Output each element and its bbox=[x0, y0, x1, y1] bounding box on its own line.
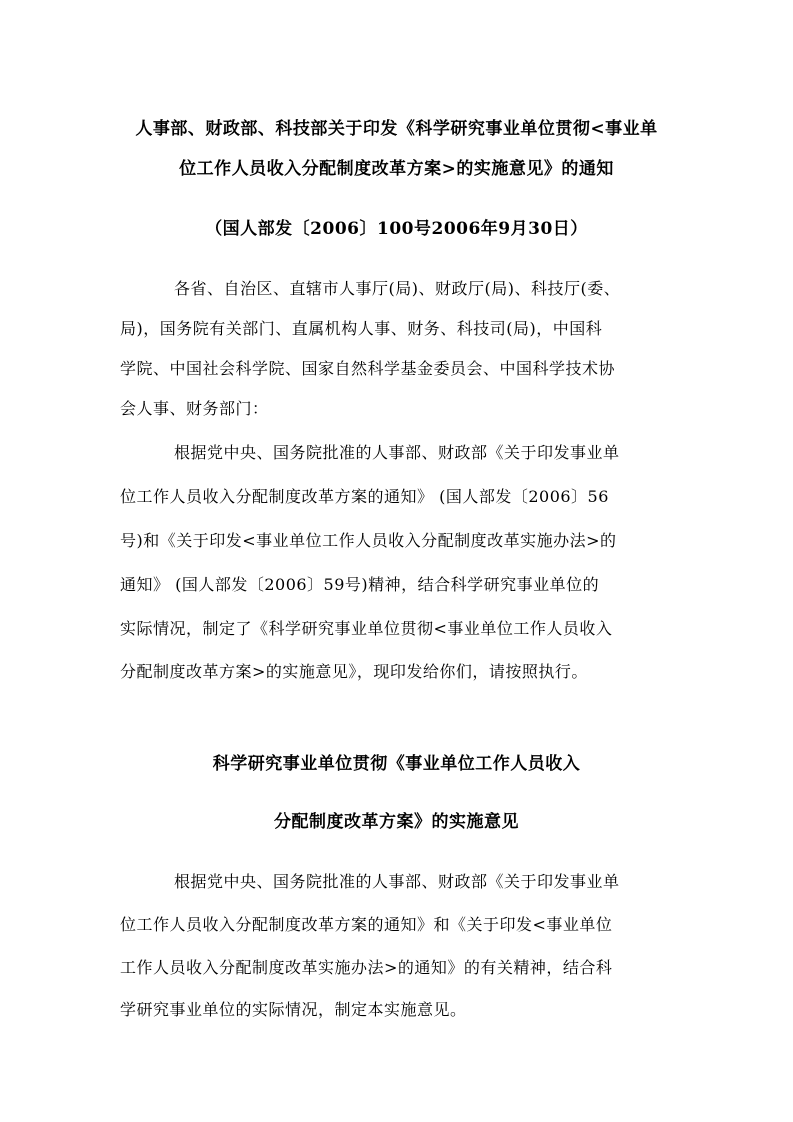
body-paragraph-line: 实际情况，制定了《科学研究事业单位贯彻<事业单位工作人员收入 bbox=[120, 619, 613, 638]
body-paragraph-line: 分配制度改革方案>的实施意见》，现印发给你们，请按照执行。 bbox=[120, 662, 588, 681]
document-title-line-2: 位工作人员收入分配制度改革方案>的实施意见》的通知 bbox=[179, 159, 614, 179]
section-title-line-2: 分配制度改革方案》的实施意见 bbox=[274, 812, 519, 832]
body-paragraph-line: 号)和《关于印发<事业单位工作人员收入分配制度改革实施办法>的 bbox=[120, 531, 617, 550]
body-paragraph-line: 位工作人员收入分配制度改革方案的通知》 (国人部发〔2006〕56 bbox=[120, 487, 609, 506]
section-paragraph-line: 根据党中央、国务院批准的人事部、财政部《关于印发事业单 bbox=[174, 872, 620, 891]
section-title-line-1: 科学研究事业单位贯彻《事业单位工作人员收入 bbox=[212, 754, 581, 774]
addressee-line: 各省、自治区、直辖市人事厅(局)、财政厅(局)、科技厅(委、 bbox=[174, 279, 621, 298]
section-paragraph-line: 学研究事业单位的实际情况，制定本实施意见。 bbox=[120, 1000, 467, 1019]
body-paragraph-line: 通知》 (国人部发〔2006〕59号)精神，结合科学研究事业单位的 bbox=[120, 575, 600, 594]
document-title-line-1: 人事部、财政部、科技部关于印发《科学研究事业单位贯彻<事业单 bbox=[135, 119, 658, 139]
document-number: （国人部发〔2006〕100号2006年9月30日） bbox=[205, 219, 588, 239]
addressee-line: 学院、中国社会科学院、国家自然科学基金委员会、中国科学技术协 bbox=[120, 359, 616, 378]
body-paragraph-line: 根据党中央、国务院批准的人事部、财政部《关于印发事业单 bbox=[174, 443, 620, 462]
addressee-line: 局)，国务院有关部门、直属机构人事、财务、科技司(局)，中国科 bbox=[120, 319, 603, 338]
section-paragraph-line: 位工作人员收入分配制度改革方案的通知》和《关于印发<事业单位 bbox=[120, 915, 613, 934]
section-paragraph-line: 工作人员收入分配制度改革实施办法>的通知》的有关精神，结合科 bbox=[120, 958, 613, 977]
addressee-line: 会人事、财务部门： bbox=[120, 399, 269, 418]
